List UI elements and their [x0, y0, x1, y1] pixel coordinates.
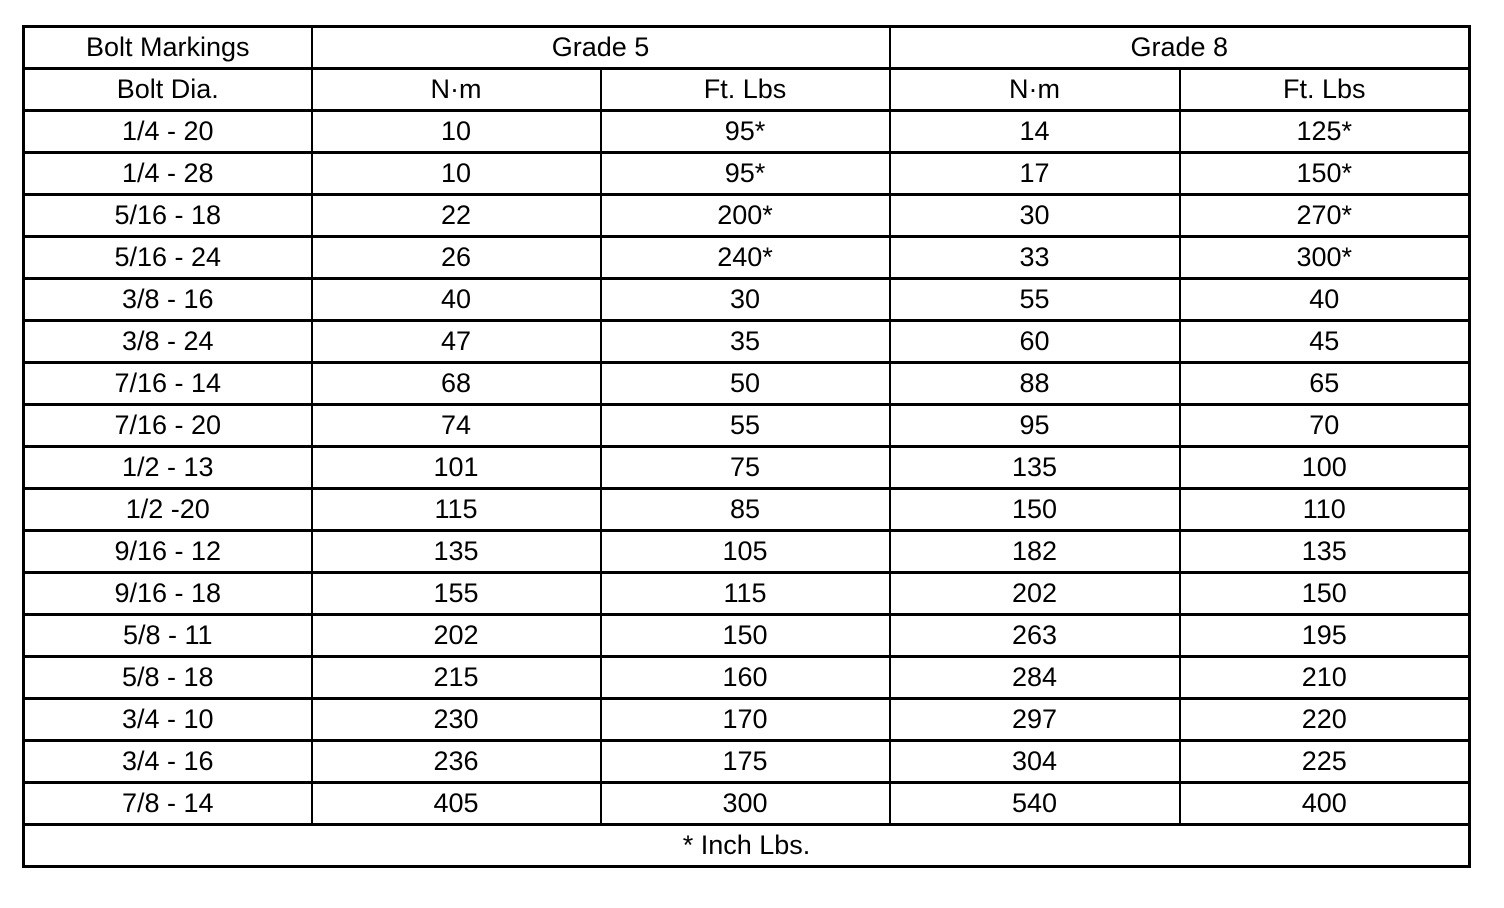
cell-grade5-ftlbs: 115	[601, 573, 890, 615]
cell-bolt-dia: 5/16 - 24	[24, 237, 312, 279]
header-bolt-markings: Bolt Markings	[24, 27, 312, 69]
cell-grade8-ftlbs: 45	[1180, 321, 1470, 363]
header-grade8-ftlbs: Ft. Lbs	[1180, 69, 1470, 111]
cell-grade8-ftlbs: 195	[1180, 615, 1470, 657]
cell-grade5-nm: 155	[312, 573, 601, 615]
cell-grade8-ftlbs: 125*	[1180, 111, 1470, 153]
cell-grade5-nm: 47	[312, 321, 601, 363]
cell-grade8-nm: 297	[890, 699, 1180, 741]
cell-grade5-ftlbs: 170	[601, 699, 890, 741]
cell-grade5-ftlbs: 95*	[601, 111, 890, 153]
cell-grade5-nm: 22	[312, 195, 601, 237]
cell-bolt-dia: 1/4 - 28	[24, 153, 312, 195]
footnote-inch-lbs: * Inch Lbs.	[24, 825, 1470, 867]
cell-grade8-ftlbs: 150*	[1180, 153, 1470, 195]
cell-grade5-ftlbs: 175	[601, 741, 890, 783]
table-row	[24, 153, 1470, 195]
table-row	[24, 237, 1470, 279]
cell-grade8-nm: 304	[890, 741, 1180, 783]
cell-grade8-nm: 55	[890, 279, 1180, 321]
cell-bolt-dia: 5/8 - 18	[24, 657, 312, 699]
cell-grade8-ftlbs: 110	[1180, 489, 1470, 531]
cell-grade8-ftlbs: 70	[1180, 405, 1470, 447]
header-row-grades	[24, 27, 1470, 69]
cell-grade5-ftlbs: 75	[601, 447, 890, 489]
cell-grade5-ftlbs: 30	[601, 279, 890, 321]
table-row	[24, 489, 1470, 531]
cell-grade8-nm: 150	[890, 489, 1180, 531]
header-grade-8: Grade 8	[890, 27, 1470, 69]
header-grade-5: Grade 5	[312, 27, 890, 69]
cell-grade8-ftlbs: 225	[1180, 741, 1470, 783]
cell-bolt-dia: 3/4 - 16	[24, 741, 312, 783]
cell-grade5-nm: 202	[312, 615, 601, 657]
cell-grade5-ftlbs: 50	[601, 363, 890, 405]
cell-grade8-nm: 182	[890, 531, 1180, 573]
cell-grade5-nm: 215	[312, 657, 601, 699]
cell-grade5-ftlbs: 35	[601, 321, 890, 363]
cell-grade5-ftlbs: 85	[601, 489, 890, 531]
table-row	[24, 699, 1470, 741]
cell-bolt-dia: 5/16 - 18	[24, 195, 312, 237]
table-row	[24, 573, 1470, 615]
cell-grade8-ftlbs: 220	[1180, 699, 1470, 741]
cell-bolt-dia: 1/2 -20	[24, 489, 312, 531]
cell-bolt-dia: 3/8 - 16	[24, 279, 312, 321]
header-grade8-nm: N·m	[890, 69, 1180, 111]
table-row	[24, 279, 1470, 321]
cell-grade5-nm: 10	[312, 153, 601, 195]
table-row	[24, 111, 1470, 153]
cell-grade5-ftlbs: 300	[601, 783, 890, 825]
cell-grade8-ftlbs: 210	[1180, 657, 1470, 699]
cell-grade8-nm: 135	[890, 447, 1180, 489]
cell-bolt-dia: 9/16 - 18	[24, 573, 312, 615]
cell-grade8-ftlbs: 150	[1180, 573, 1470, 615]
cell-grade5-nm: 236	[312, 741, 601, 783]
cell-grade8-nm: 202	[890, 573, 1180, 615]
cell-grade5-ftlbs: 105	[601, 531, 890, 573]
cell-grade8-nm: 284	[890, 657, 1180, 699]
cell-grade8-ftlbs: 300*	[1180, 237, 1470, 279]
table-row	[24, 741, 1470, 783]
cell-grade8-nm: 540	[890, 783, 1180, 825]
table-row	[24, 363, 1470, 405]
cell-grade5-ftlbs: 150	[601, 615, 890, 657]
cell-grade8-nm: 30	[890, 195, 1180, 237]
table-row	[24, 195, 1470, 237]
cell-bolt-dia: 1/2 - 13	[24, 447, 312, 489]
header-grade5-nm: N·m	[312, 69, 601, 111]
cell-grade5-ftlbs: 200*	[601, 195, 890, 237]
cell-bolt-dia: 3/4 - 10	[24, 699, 312, 741]
footer-row	[24, 825, 1470, 867]
cell-grade5-nm: 230	[312, 699, 601, 741]
table-row	[24, 783, 1470, 825]
header-row-units	[24, 69, 1470, 111]
cell-bolt-dia: 5/8 - 11	[24, 615, 312, 657]
cell-grade8-nm: 33	[890, 237, 1180, 279]
table-row	[24, 615, 1470, 657]
cell-bolt-dia: 9/16 - 12	[24, 531, 312, 573]
cell-grade8-ftlbs: 400	[1180, 783, 1470, 825]
cell-bolt-dia: 7/16 - 20	[24, 405, 312, 447]
cell-grade5-ftlbs: 160	[601, 657, 890, 699]
header-grade5-ftlbs: Ft. Lbs	[601, 69, 890, 111]
cell-grade5-nm: 68	[312, 363, 601, 405]
header-bolt-dia: Bolt Dia.	[24, 69, 312, 111]
cell-grade8-nm: 263	[890, 615, 1180, 657]
cell-bolt-dia: 7/8 - 14	[24, 783, 312, 825]
cell-grade5-ftlbs: 55	[601, 405, 890, 447]
cell-grade5-nm: 74	[312, 405, 601, 447]
table-row	[24, 531, 1470, 573]
cell-grade8-nm: 17	[890, 153, 1180, 195]
cell-grade8-nm: 14	[890, 111, 1180, 153]
cell-grade5-ftlbs: 240*	[601, 237, 890, 279]
cell-grade8-ftlbs: 40	[1180, 279, 1470, 321]
cell-grade8-nm: 88	[890, 363, 1180, 405]
torque-spec-table	[22, 25, 1471, 868]
cell-grade8-ftlbs: 270*	[1180, 195, 1470, 237]
table-row	[24, 321, 1470, 363]
cell-grade5-nm: 101	[312, 447, 601, 489]
cell-bolt-dia: 1/4 - 20	[24, 111, 312, 153]
table-row	[24, 405, 1470, 447]
cell-grade5-ftlbs: 95*	[601, 153, 890, 195]
cell-grade8-ftlbs: 135	[1180, 531, 1470, 573]
cell-grade5-nm: 26	[312, 237, 601, 279]
cell-grade5-nm: 115	[312, 489, 601, 531]
table-row	[24, 657, 1470, 699]
cell-grade8-ftlbs: 100	[1180, 447, 1470, 489]
cell-grade5-nm: 10	[312, 111, 601, 153]
torque-table-body	[24, 111, 1470, 825]
cell-bolt-dia: 7/16 - 14	[24, 363, 312, 405]
cell-grade8-nm: 60	[890, 321, 1180, 363]
cell-grade5-nm: 135	[312, 531, 601, 573]
cell-bolt-dia: 3/8 - 24	[24, 321, 312, 363]
cell-grade5-nm: 40	[312, 279, 601, 321]
cell-grade8-nm: 95	[890, 405, 1180, 447]
table-row	[24, 447, 1470, 489]
cell-grade8-ftlbs: 65	[1180, 363, 1470, 405]
cell-grade5-nm: 405	[312, 783, 601, 825]
